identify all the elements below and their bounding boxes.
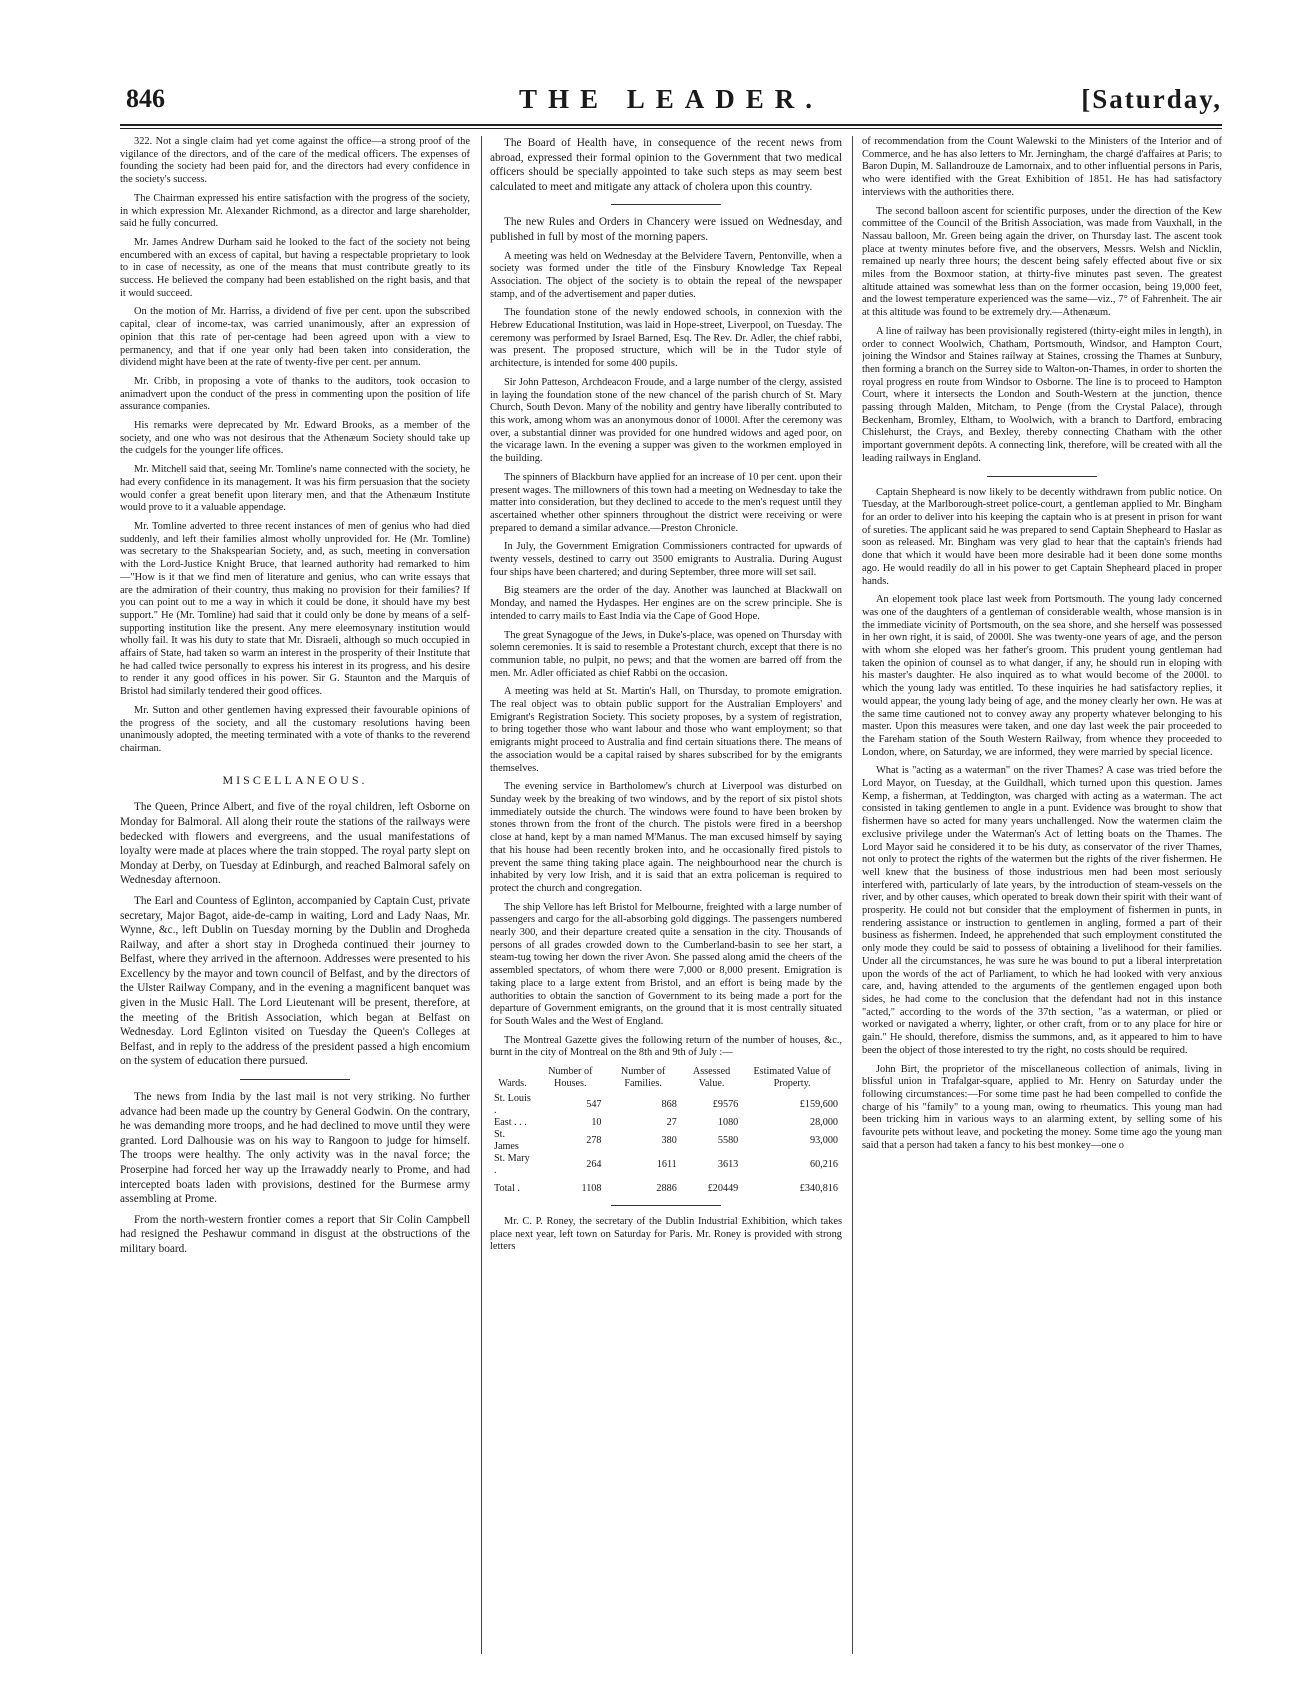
article-paragraph: Captain Shepheard is now likely to be decently withdrawn from public notice. On Tuesday, at the Marlborough-street police-court, a gentleman applied to Mr. Bingham for an order to deliver into his keeping the captain who is at present in prison for want of sureties. The applicant said he was prepared to send Captain Shepheard to Haslar as soon as released. Mr. Bingham was very glad to hear that the captain's friends had done that which it would have been more desirable had it been done some months ago. He would readily do all in his power to get Captain Shepheard placed in proper hands.	[862, 486, 1222, 587]
article-paragraph: A meeting was held on Wednesday at the Belvidere Tavern, Pentonville, when a society was formed under the title of the Finsbury Knowledge Tax Repeal Association. The object of the society is to obtain the repeal of the newspaper stamp, and of the advertisement and paper duties.	[490, 250, 842, 300]
table-cell: 28,000	[809, 1117, 838, 1129]
article-paragraph: His remarks were deprecated by Mr. Edward Brooks, as a member of the society, and one who was not desirous that the Athenæum Society should take up the cudgels for the younger life offices.	[120, 420, 470, 457]
article-paragraph: The new Rules and Orders in Chancery were issued on Wednesday, and published in full by most of the morning papers.	[490, 216, 842, 243]
article-paragraph: The second balloon ascent for scientific purposes, under the direction of the Kew committee of the Council of the British Association, was made from Vauxhall, in the Nassau balloon, Mr. Green being again the driver, on Thursday last. The ascent took place at twenty minutes before five, and the observers, Messrs. Welsh and Nicklin, remained up nearly three hours; the descent being safely effected about five or six miles from the Boxmoor station, at thirty-five minutes past seven. The greatest altitude attained was somewhat less than on the former occasion, being 19,000 feet, and the lowest temperature experienced was the same—viz., 7° of Fahrenheit. The air at this altitude was found to be extremely dry.—Athenæum.	[862, 205, 1222, 319]
table-cell: 3613	[717, 1159, 739, 1171]
article-paragraph: What is "acting as a waterman" on the river Thames? A case was tried before the Lord Mayor, on Tuesday, at the Guildhall, which turned upon this question. James Kemp, a fisherman, at Teddington, was charged with acting as a waterman. The act consisted in taking gentlemen to angle in a punt. Evidence was brought to show that fishermen have so acted for many years unchallenged. Now the watermen claim the exclusive privilege under the Waterman's Act of letting boats on the Thames. The Lord Mayor said he considered it to be his duty, as conservator of the river Thames, not only to protect the rights of the watermen but the rights of the river fishermen. He well knew that the business of those industrious men had been most seriously interfered with, particularly of late years, by the introduction of steam-vessels on the river, and by other causes, which operated to break down their spirit with their want of prosperity. He could not but consider that the employment of fishermen in punts, in rendering assistance or instruction to gentlemen in angling, formed a part of their business as fishermen. Indeed, he apprehended that such employment constituted the only mode they could be said to possess of obtaining a livelihood for their families. Under all the circumstances, he was sure he was bound to put a liberal interpretation upon the words of the act of Parliament, to which he had looked with very anxious care, and, having attended to the arguments of the gentlemen engaged upon both sides, he had come to the conclusion that the defendant had not in this instance "acted," according to the words of the 37th section, "as a waterman, or plied or worked or navigated a wherry, lighter, or other craft, from or to any place for hire or gain." He should, therefore, dismiss the summons, and, as it appeared to him to have been the object of those interested to try the right, no costs should be required.	[862, 765, 1222, 1056]
column-1	[120, 136, 470, 1660]
table-row	[490, 1093, 842, 1117]
masthead-rule-thin	[120, 128, 1222, 129]
article-paragraph: The news from India by the last mail is not very striking. No further advance had been made up the country by General Godwin. On the contrary, he was demanding more troops, and he had declined to move until they were granted. Lord Dalhousie was on his way to Rangoon to judge for himself. The troops were healthy. The only activity was in the naval force; the Proserpine had forced her way up the Irrawaddy nearly to Prome, and had intercepted boats laden with provisions, destined for the Burmese army assembling at Prome.	[120, 1091, 470, 1206]
table-cell: 278	[586, 1135, 602, 1147]
table-cell: £20449	[707, 1183, 739, 1195]
table-cell: £340,816	[799, 1183, 838, 1195]
table-cell: 60,216	[809, 1159, 838, 1171]
table-header: Estimated Value of Property.	[753, 1066, 831, 1090]
column-divider	[852, 136, 853, 1654]
article-paragraph: The Earl and Countess of Eglinton, accompanied by Captain Cust, private secretary, Major Bagot, aide-de-camp in waiting, Lord and Lady Naas, Mr. Wynne, &c., left Dublin on Tuesday morning by the Dublin and Drogheda Railway, and after a short stay in Drogheda continued their journey to Belfast, where they arrived in the afternoon. Addresses were presented to his Excellency by the mayor and town council of Belfast, and by the directors of the Ulster Railway Company, and in the evening a magnificent banquet was given in the Music Hall. The Lord Lieutenant will be present, therefore, at the meeting of the British Association, which began at Belfast on Wednesday. Lord Eglinton visited on Tuesday the Queen's Colleges at Belfast, and in reply to the address of the president passed a high encomium on the system of education there pursued.	[120, 894, 470, 1068]
table-cell: East . . .	[494, 1117, 527, 1129]
article-paragraph: 322. Not a single claim had yet come against the office—a strong proof of the vigilance of the directors, and of the care of the medical officers. The expenses of founding the society had been paid for, and the directors had every confidence in the society's success.	[120, 136, 470, 186]
article-paragraph: From the north-western frontier comes a report that Sir Colin Campbell had resigned the Peshawur command in disgust at the obstructions of the military board.	[120, 1213, 470, 1255]
article-paragraph: The evening service in Bartholomew's church at Liverpool was disturbed on Sunday week by the breaking of two windows, and by the report of six pistol shots immediately outside the church. The windows were found to have been broken by stones thrown from the front of the church. The pistols were fired in a beershop close at hand, kept by a man named M'Manus. The man excused himself by saying that his house had been recently broken into, and he occasionally fired pistols to prevent the same thing taking place again. The neighbourhood near the church is inhabited by very low Irish, and it is said that an extra policeman is required to protect the church and congregation.	[490, 781, 842, 894]
table-cell: £9576	[712, 1099, 739, 1111]
table-cell: 2886	[656, 1183, 677, 1195]
article-paragraph: The great Synagogue of the Jews, in Duke's-place, was opened on Thursday with solemn ceremonies. It is said to resemble a Protestant church, except that there is no communion table, no pulpit, no pews; and that the women are barred off from the men. Mr. Adler officiated as chief Rabbi on the occasion.	[490, 629, 842, 679]
table-header-row	[490, 1066, 842, 1093]
article-paragraph: Mr. Cribb, in proposing a vote of thanks to the auditors, took occasion to animadvert upon the conduct of the press in commenting upon the position of life assurance companies.	[120, 375, 470, 413]
article-paragraph: The Board of Health have, in consequence of the recent news from abroad, expressed their formal opinion to the Government that two medical officers should be specially appointed to take such steps as may seem best calculated to meet and mitigate any attack of cholera upon this country.	[490, 137, 842, 193]
table-row	[490, 1117, 842, 1129]
article-paragraph: The Queen, Prince Albert, and five of the royal children, left Osborne on Monday for Balmoral. All along their route the stations of the railways were bedecked with flowers and evergreens, and the usual manifestations of loyalty were made at places where the train stopped. The royal party slept on Monday at Derby, on Tuesday at Edinburgh, and reached Balmoral safely on Wednesday afternoon.	[120, 801, 470, 887]
article-paragraph: The Montreal Gazette gives the following return of the number of houses, &c., burnt in the city of Montreal on the 8th and 9th of July :—	[490, 1034, 842, 1059]
table-total-row	[490, 1177, 842, 1195]
table-cell: St. James	[494, 1129, 519, 1153]
table-cell: 1108	[581, 1183, 602, 1195]
separator-rule	[987, 476, 1097, 477]
table-cell: 868	[661, 1099, 677, 1111]
article-paragraph: Mr. Mitchell said that, seeing Mr. Tomline's name connected with the society, he had every confidence in its management. It was his firm persuasion that the society would confer a great benefit upon literary men, and that the Athenæum Institute would prove to it a valuable appendage.	[120, 464, 470, 514]
table-row	[490, 1153, 842, 1177]
page-number: 846	[126, 84, 165, 113]
montreal-fire-table	[490, 1066, 842, 1195]
newspaper-title: THE LEADER.	[518, 84, 824, 114]
article-paragraph: Mr. C. P. Roney, the secretary of the Dublin Industrial Exhibition, which takes place next year, left town on Saturday for Paris. Mr. Roney is provided with strong letters	[490, 1216, 842, 1253]
table-cell: St. Louis .	[494, 1093, 531, 1117]
table-cell: 264	[586, 1159, 602, 1171]
issue-day: [Saturday,	[1081, 84, 1222, 114]
article-paragraph: Big steamers are the order of the day. Another was launched at Blackwall on Monday, and named the Hydaspes. Her engines are on the screw principle. She is intended to carry mails to East India via the Cape of Good Hope.	[490, 585, 842, 622]
separator-rule	[240, 1079, 350, 1080]
article-paragraph: Mr. Tomline adverted to three recent instances of men of genius who had died suddenly, and left their families almost wholly unprovided for. He (Mr. Tomline) was secretary to the Shakspearian Society, and, as such, meeting in conversation with the Lord-Justice Knight Bruce, that learned authority had remarked to him—"How is it that we find men of literature and genius, who can write essays that are the admiration of their country, thus making no provision for their families? If you can point out to me a way in which it could be done, it should have my best support." He (Mr. Tomline) had said that it could only be done by means of a self-supporting institution like the present. Any mere eleemosynary institution would wholly fail. It was his duty to state that Mr. Disraeli, although so much occupied in affairs of State, had taken so warm an interest in the prosperity of their Institute that he had called twice personally to express his interest in its progress, and his desire to render it any good offices in his power. Sir G. Staunton and the Marquis of Bristol had similarly tendered their good offices.	[120, 520, 470, 698]
table-cell: £159,600	[799, 1099, 838, 1111]
section-heading: MISCELLANEOUS.	[222, 772, 368, 787]
separator-rule	[611, 1205, 721, 1206]
masthead	[120, 84, 1222, 120]
table-header: Number of Families.	[620, 1066, 666, 1090]
table-cell: 10	[591, 1117, 602, 1129]
article-paragraph: An elopement took place last week from Portsmouth. The young lady concerned was one of the daughters of a gentleman of considerable wealth, whose mansion is in the immediate vicinity of Portsmouth, on the sea shore, and she herself was possessed in her own right, it is said, of 2000l. She was twenty-one years of age, and the person with whom she eloped was her father's groom. This prudent young gentleman had taken the opinion of counsel as to what danger, if any, he should run in eloping with his master's daughter. He also inquired as to what would become of the 2000l. to which the young lady was entitled. To these inquiries he had satisfactory replies, it would appear, the young lady being of age, and the money clearly her own. He was at the same time cautioned not to convey away any property whatever belonging to his master. Upon this measures were taken, and one day last week the pair proceeded to the Fareham station of the South Western Railway, from whence they proceeded to London, where, on Saturday, we are informed, they were married by special licence.	[862, 594, 1222, 758]
article-paragraph: Sir John Patteson, Archdeacon Froude, and a large number of the clergy, assisted in laying the foundation stone of the new chancel of the parish church of St. Mary Church, South Devon. Many of the nobility and gentry have liberally contributed to this work, among whom was an anonymous donor of 1000l. After the ceremony was over, a substantial dinner was provided for one hundred widows and aged poor, on the vicarage lawn. In the evening a supper was given to the workmen employed in the building.	[490, 376, 842, 465]
article-paragraph: Mr. Sutton and other gentlemen having expressed their favourable opinions of the progress of the society, and all the customary resolutions having been unanimously adopted, the meeting terminated with a vote of thanks to the reverend chairman.	[120, 704, 470, 754]
article-paragraph: The foundation stone of the newly endowed schools, in connexion with the Hebrew Educational Institution, was laid in Hope-street, Liverpool, on Tuesday. The ceremony was performed by Israel Barned, Esq. The Rev. Dr. Adler, the chief rabbi, was present. The proposed structure, which will be in the Tudor style of architecture, is intended for some 400 pupils.	[490, 307, 842, 370]
column-divider	[481, 136, 482, 1654]
table-cell: Total .	[494, 1183, 520, 1195]
table-cell: 1080	[717, 1117, 739, 1129]
article-paragraph: of recommendation from the Count Walewski to the Ministers of the Interior and of Commerce, and he has also letters to Mr. Jerningham, the chargé d'affaires at Paris; to Baron Dupin, M. Sallandrouze de Lamornaix, and to other influential persons in Paris, who were identified with the Great Exhibition of 1851. He has had satisfactory interviews with the authorities there.	[862, 136, 1222, 198]
table-cell: 1611	[656, 1159, 677, 1171]
table-header: Wards.	[498, 1078, 527, 1090]
table-header: Assessed Value.	[692, 1066, 731, 1090]
separator-rule	[611, 204, 721, 205]
article-paragraph: The Chairman expressed his entire satisfaction with the progress of the society, in which expression Mr. Alexander Richmond, as a director and large shareholder, said he fully concurred.	[120, 192, 470, 230]
masthead-rule-thick	[120, 124, 1222, 126]
table-row	[490, 1129, 842, 1153]
column-2	[490, 136, 842, 1660]
article-paragraph: In July, the Government Emigration Commissioners contracted for upwards of twenty vessels, destined to carry out 3500 emigrants to Australia. During August four ships have been chartered; and during September, three more will set sail.	[490, 541, 842, 578]
article-paragraph: A line of railway has been provisionally registered (thirty-eight miles in length), in order to connect Woolwich, Chatham, Portsmouth, Windsor, and Hampton Court, joining the Windsor and Staines railway at Staines, crossing the Thames at Sunbury, then forming a branch on the Surrey side to Walton-on-Thames, in order to shorten the royal progress en route from Windsor to Osborne. The line is to proceed to Hampton Court, where it intersects the London and South-Western at the junction, thence passing through Malden, Mitcham, to Penge (from the Crystal Palace), through Beckenham, Bromley, Eltham, to Woolwich, with a branch to Dartford, embracing Chislehurst, the Crays, and Bexley, thereby connecting Chatham with the other important government depôts. A connecting link, therefore, will be created with all the leading railways in England.	[862, 325, 1222, 464]
article-paragraph: A meeting was held at St. Martin's Hall, on Thursday, to promote emigration. The real object was to obtain public support for the Australian Employers' and Emigrant's Registration Society. This society proposes, by a system of registration, to bring together those who want labour and those who want employment; so that emigrants might proceed to Australia and find certain situations there. The means of the association would be a capital raised by shares subscribed for by the emigrants themselves.	[490, 686, 842, 774]
table-cell: 547	[586, 1099, 602, 1111]
table-cell: 380	[661, 1135, 677, 1147]
article-paragraph: John Birt, the proprietor of the miscellaneous collection of animals, living in blissful union in Trafalgar-square, applied to Mr. Henry on Saturday under the following circumstances:—For some time past he had been compelled to confide the charge of his "family" to a young man, owing to rheumatics. This young man had been tricking him in various ways to an alarming extent, by selling some of his favourite pets without leave, and pocketing the money. Some time ago the young man said that a person had taken a fancy to his best monkey—one o	[862, 1063, 1222, 1151]
table-cell: 5580	[717, 1135, 739, 1147]
article-paragraph: The ship Vellore has left Bristol for Melbourne, freighted with a large number of passengers and cargo for the all-absorbing gold diggings. The passengers numbered nearly 300, and their departure created quite a sensation in the city. Thousands of persons of all grades crowded down to the Cumberland-basin to see her start, a steam-tug towing her down the river Avon. She passed along amid the cheers of the assembled spectators, of whom there were 7,000 or 8,000 present. Emigration is taking place to a large extent from Bristol, and an effort is being made by the authorities to obtain the sanction of Government to its being made a port for the departure of Government emigrants, on the ground that it is most centrally situated for South Wales and the West of England.	[490, 901, 842, 1027]
article-paragraph: On the motion of Mr. Harriss, a dividend of five per cent. upon the subscribed capital, clear of income-tax, was carried unanimously, after an expression of opinion that this rate of per-centage had been agreed upon with a view to permanency, and that if one year only had been taken into consideration, the dividend might have been at the rate of twenty-five per cent. per annum.	[120, 306, 470, 369]
table-cell: St. Mary .	[494, 1153, 530, 1177]
table-cell: 93,000	[809, 1135, 838, 1147]
table-cell: 27	[666, 1117, 677, 1129]
article-paragraph: The spinners of Blackburn have applied for an increase of 10 per cent. upon their present wages. The millowners of this town had a meeting on Wednesday to take the matter into consideration, but they declined to accede to the men's request until they ascertained whether other spinners throughout the district were receiving or were prepared to demand a similar advance.—Preston Chronicle.	[490, 471, 842, 534]
article-paragraph: Mr. James Andrew Durham said he looked to the fact of the society not being encumbered with an excess of capital, but having a respectable proprietary to look to in case of necessity, as one of the means that must contribute greatly to its success. He believed the company had been established on the right basis, and that it would succeed.	[120, 236, 470, 299]
column-3	[862, 136, 1222, 1660]
table-header: Number of Houses.	[548, 1066, 593, 1090]
